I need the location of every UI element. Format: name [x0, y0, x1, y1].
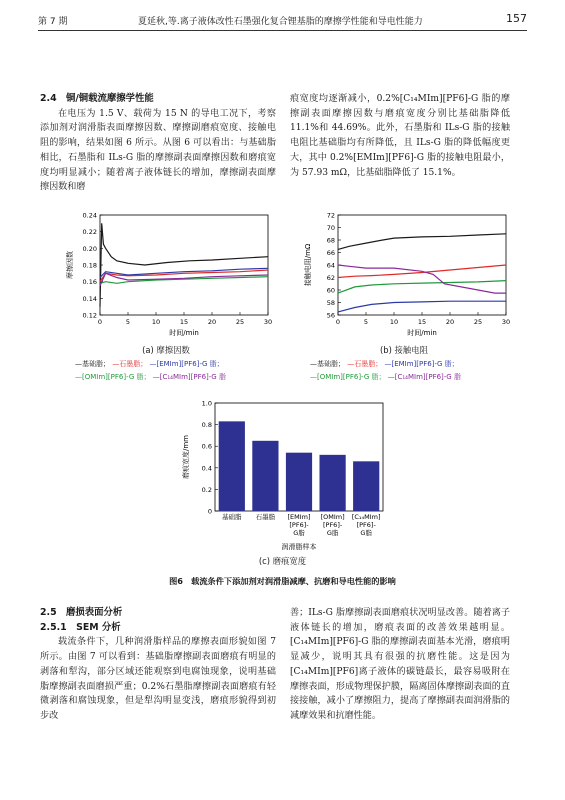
y-tick-label: 60 [326, 286, 335, 295]
x-axis-label: 时间/min [169, 329, 199, 337]
x-category-label: G脂 [326, 529, 339, 537]
y-tick-label: 64 [326, 261, 335, 270]
y-tick-label: 0.6 [201, 442, 212, 451]
legend-item-c14: —[C₁₄MIm][PF6]-G 脂 [152, 373, 226, 381]
legend-row [310, 358, 461, 371]
series-line [338, 281, 506, 294]
x-category-label: [PF6]- [289, 521, 309, 529]
y-tick-label: 0.16 [82, 278, 97, 287]
y-axis-label: 接触电阻/mΩ [304, 243, 312, 287]
x-category-label: [PF6]- [356, 521, 376, 529]
x-tick-label: 20 [445, 318, 455, 326]
y-tick-label: 0.24 [82, 211, 97, 220]
x-tick-label: 25 [473, 318, 483, 326]
subsection-heading: 2.5.1 SEM 分析 [40, 621, 121, 633]
x-category-label: [PF6]- [322, 521, 343, 529]
legend-item-graphite: —石墨脂； [112, 360, 148, 368]
legend-b [310, 358, 461, 384]
wear-scar-width-chart [170, 395, 395, 560]
header-rule [38, 30, 527, 31]
x-tick-label: 10 [389, 318, 399, 326]
section-2-5-right [290, 606, 510, 724]
y-tick-label: 68 [326, 236, 335, 245]
plot-frame [338, 215, 506, 315]
y-tick-label: 58 [326, 299, 335, 307]
x-category-label: [EMIm] [287, 513, 311, 521]
paragraph: 载流条件下，几种润滑脂样品的摩擦表面形貌如图 7 所示。由图 7 可以看到：基础脂摩擦副表面磨痕有明显的剥落和犁沟，部分区域还能观察到电腐蚀现象，说明基础脂摩擦副表面磨损严重；0.2%石墨脂摩擦副表面磨痕有轻微剥落和腐蚀现象，但是犁沟明显变浅，磨痕形貌得到初步改 [40, 637, 276, 721]
contact-resistance-chart [290, 205, 518, 345]
page-number: 157 [506, 12, 527, 25]
y-tick-label: 1.0 [201, 399, 212, 408]
legend-item-base: —基础脂； [310, 360, 345, 368]
section-heading: 2.5 磨损表面分析 [40, 607, 123, 618]
bar [219, 421, 245, 511]
y-tick-label: 0 [207, 507, 212, 516]
series-line [100, 277, 268, 284]
x-tick-label: 15 [179, 318, 189, 326]
y-tick-label: 0.20 [82, 244, 97, 253]
y-tick-label: 0.12 [82, 311, 97, 320]
y-tick-label: 0.14 [82, 294, 97, 303]
x-category-label: G脂 [293, 529, 305, 537]
section-2-4-right [290, 92, 510, 180]
x-category-label: G脂 [360, 529, 372, 537]
y-axis-label: 磨痕宽度/mm [182, 435, 190, 479]
legend-item-emim: —[EMIm][PF6]-G 脂； [384, 360, 459, 368]
x-category-label: 基础脂 [222, 513, 242, 521]
figure-caption: 图6 载流条件下添加剂对润滑脂减摩、抗磨和导电性能的影响 [169, 576, 396, 586]
bar [353, 461, 379, 511]
x-axis-label: 时间/min [407, 329, 437, 337]
bar [286, 453, 312, 511]
y-tick-label: 56 [326, 311, 335, 320]
series-line [338, 301, 506, 312]
series-line [338, 265, 506, 293]
x-tick-label: 25 [235, 318, 245, 326]
x-axis-label: 润滑脂样本 [281, 543, 317, 551]
page-header [38, 12, 527, 28]
issue-label: 第 7 期 [38, 17, 68, 27]
plot-frame [100, 215, 268, 315]
legend-row [75, 371, 226, 384]
y-tick-label: 0.2 [201, 485, 212, 494]
series-line [338, 234, 506, 250]
x-tick-label: 5 [363, 318, 369, 326]
y-tick-label: 0.22 [82, 228, 97, 237]
paragraph: 痕宽度均逐渐减小，0.2%[C₁₄MIm][PF6]-G 脂的摩擦副表面摩擦因数与磨痕宽度分别比基础脂降低 11.1%和 44.69%。此外，石墨脂和 ILs-G 脂的接触电阻比基础脂均有所降低，且 ILs-G 脂的降低幅度更大，其中 0.2%[EMIm][PF6]-G 脂的接触电阻最小，为 57.93 mΩ，比基础脂降低了 15.1%。 [290, 94, 510, 178]
subcaption-b: (b) 接触电阻 [379, 345, 428, 355]
section-heading: 2.4 铜/铜载流摩擦学性能 [40, 93, 154, 104]
x-tick-label: 20 [207, 318, 217, 326]
bar [252, 441, 278, 511]
y-tick-label: 66 [326, 249, 335, 257]
x-category-label: 石墨脂 [255, 513, 276, 521]
y-tick-label: 0.8 [201, 421, 212, 430]
subcaption-a: (a) 摩擦因数 [142, 345, 190, 355]
subcaption-c: (c) 磨痕宽度 [258, 556, 307, 566]
friction-coefficient-chart [52, 205, 280, 345]
legend-item-omim: —[OMIm][PF6]-G 脂； [310, 373, 386, 381]
y-tick-label: 62 [326, 274, 335, 282]
legend-item-omim: —[OMIm][PF6]-G 脂； [75, 373, 151, 381]
y-tick-label: 72 [326, 211, 335, 220]
x-tick-label: 30 [263, 318, 273, 326]
y-tick-label: 0.18 [82, 261, 97, 270]
legend-row [75, 358, 226, 371]
legend-a [75, 358, 226, 384]
x-tick-label: 5 [125, 318, 131, 326]
section-2-4-left [40, 92, 276, 195]
legend-row [310, 371, 461, 384]
y-tick-label: 70 [326, 224, 335, 232]
x-category-label: [OMIm] [320, 513, 345, 521]
legend-item-base: —基础脂； [75, 360, 110, 368]
y-axis-label: 摩擦因数 [66, 251, 74, 279]
x-tick-label: 0 [97, 318, 103, 326]
x-tick-label: 15 [417, 318, 427, 326]
bar [319, 455, 345, 511]
paragraph: 在电压为 1.5 V、载荷为 15 N 的导电工况下，考察添加剂对润滑脂表面摩擦因数、摩擦副磨痕宽度、接触电阻的影响，结果如图 6 所示。从图 6 可以看出：与基础脂相比，石墨脂和 ILs-G 脂的摩擦副表面摩擦因数和磨痕宽度均明显减小；随着离子液体链长的增加，摩擦副表面摩擦因数和磨 [40, 108, 276, 193]
series-line [100, 223, 268, 306]
legend-item-graphite: —石墨脂； [347, 360, 383, 368]
legend-item-emim: —[EMIm][PF6]-G 脂； [149, 360, 224, 368]
legend-item-c14: —[C₁₄MIm][PF6]-G 脂 [387, 373, 461, 381]
x-category-label: [C₁₄MIm] [351, 513, 381, 521]
y-tick-label: 0.4 [201, 464, 212, 473]
x-tick-label: 0 [335, 318, 341, 326]
paragraph: 善；ILs-G 脂摩擦副表面磨痕状况明显改善。随着离子液体链长的增加，磨痕表面的改善效果越明显。[C₁₄MIm][PF6]-G 脂的摩擦副表面基本光滑，磨痕明显减少，说明其具有很强的抗磨性能。这是因为[C₁₄MIm][PF6]离子液体的碳链最长，最容易吸附在摩擦表面，形成物理保护膜，隔离固体摩擦副表面的直接接触，减小了摩擦阻力，提高了摩擦副表面润滑脂的减摩效果和抗磨性能。 [290, 608, 510, 721]
x-tick-label: 30 [501, 318, 511, 326]
section-2-5-left [40, 606, 276, 724]
running-title: 夏延秋,等.离子液体改性石墨强化复合锂基脂的摩擦学性能和导电性能力 [138, 17, 423, 27]
x-tick-label: 10 [151, 318, 161, 326]
